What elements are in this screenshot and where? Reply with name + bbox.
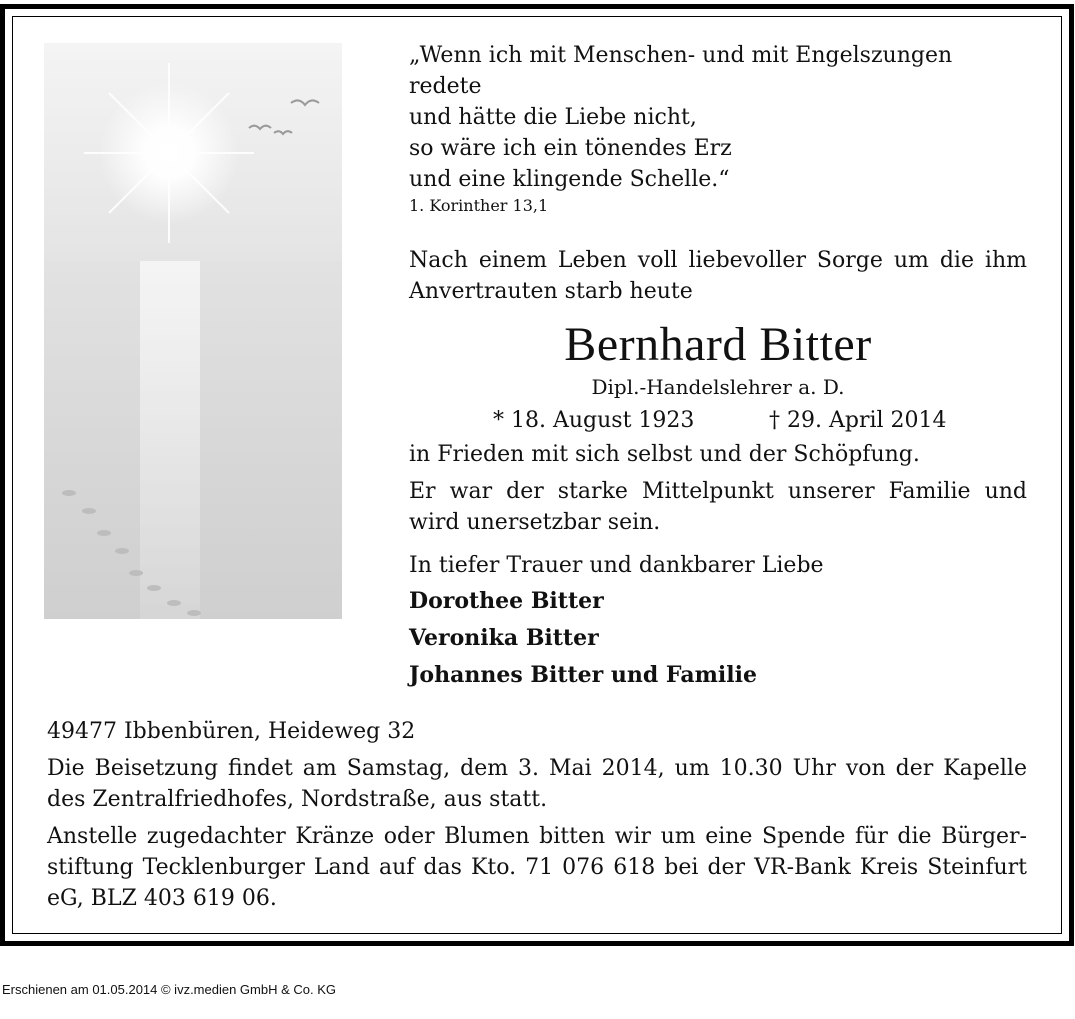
funeral-info: Die Beisetzung findet am Samstag, dem 3. Mai 2014, um 10.30 Uhr von der Kapelle des Zentralfriedhofes, Nordstraße, aus statt. <box>47 756 1027 812</box>
life-dates <box>409 401 1027 439</box>
signatory: Johannes Bitter und Familie <box>409 662 757 688</box>
quote-line: und hätte die Liebe nicht, <box>409 105 697 130</box>
publication-footer: Erschienen am 01.05.2014 © ivz.medien GmbH & Co. KG <box>2 982 337 997</box>
sea-sun-illustration <box>44 43 342 619</box>
peace-text: in Frieden mit sich selbst und der Schöpfung. <box>409 442 920 467</box>
donation-info: Anstelle zugedachter Kränze oder Blumen bitten wir um eine Spende für die Bürger-stiftung Tecklenburger Land auf das Kto. 71 076 618 bei der VR-Bank Kreis Steinfurt eG, BLZ 403 619 06. <box>47 824 1027 911</box>
signatory: Veronika Bitter <box>409 625 599 651</box>
sunset-sea-photo <box>44 43 342 619</box>
quote-source: 1. Korinther 13,1 <box>409 196 549 215</box>
bible-quote <box>409 40 1027 195</box>
intro-text: Nach einem Leben voll liebevoller Sorge um die ihm Anvertrauten starb heute <box>409 248 1027 304</box>
signatory: Dorothee Bitter <box>409 588 604 614</box>
notice-text-column <box>409 40 1027 694</box>
quote-line: und eine klingende Schelle.“ <box>409 167 730 192</box>
address: 49477 Ibbenbüren, Heideweg 32 <box>47 719 416 744</box>
center-text: Er war der starke Mittelpunkt unserer Familie und wird unersetzbar sein. <box>409 479 1027 535</box>
notice-details <box>47 716 1027 920</box>
quote-line: so wäre ich ein tönendes Erz <box>409 136 732 161</box>
mourning-text: In tiefer Trauer und dankbarer Liebe <box>409 553 824 578</box>
quote-line: „Wenn ich mit Menschen- und mit Engelszungen redete <box>409 43 953 99</box>
death-date: † 29. April 2014 <box>769 408 947 433</box>
deceased-name: Bernhard Bitter <box>564 318 872 371</box>
birth-date: * 18. August 1923 <box>493 408 695 433</box>
deceased-title: Dipl.-Handelslehrer a. D. <box>591 375 845 399</box>
